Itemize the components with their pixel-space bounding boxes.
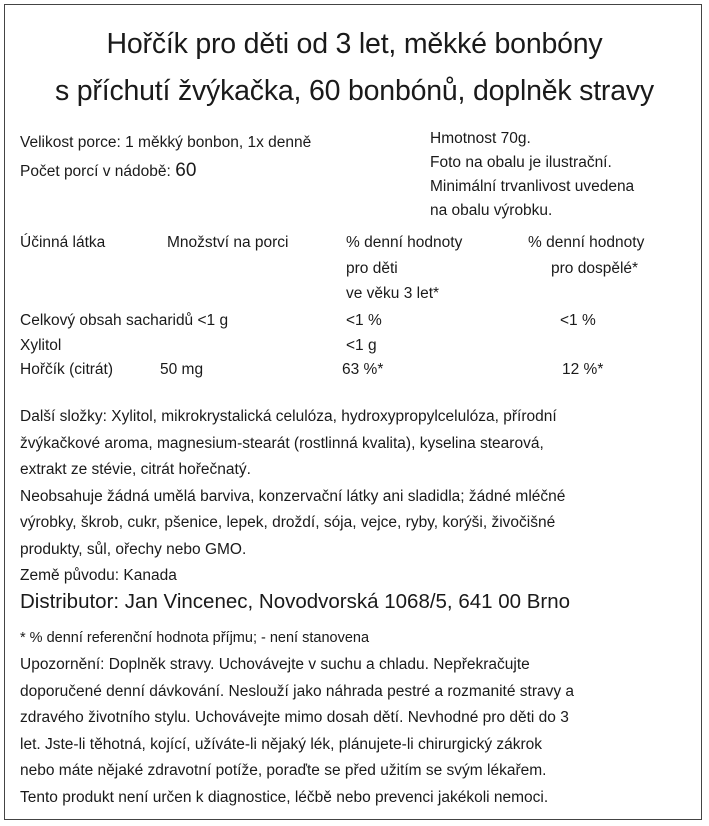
warning-line: doporučené denní dávkování. Neslouží jako náhrada pestré a rozmanité stravy a xyxy=(20,682,575,700)
table-row-adults: 12 %* xyxy=(562,361,604,378)
servings-label: Počet porcí v nádobě: xyxy=(20,163,171,180)
free-from-line: Neobsahuje žádná umělá barviva, konzervační látky ani sladidla; žádné mléčné xyxy=(20,487,566,505)
table-row-name: Xylitol xyxy=(20,337,62,354)
table-row-children: <1 % xyxy=(346,312,382,329)
table-row-amount: 50 mg xyxy=(160,361,204,378)
free-from-line: výrobky, škrob, cukr, pšenice, lepek, droždí, sója, vejce, ryby, korýši, živočišné xyxy=(20,514,556,531)
header-children: % denní hodnoty xyxy=(346,234,463,251)
table-row-children: 63 %* xyxy=(342,361,384,378)
warning-line: Upozornění: Doplněk stravy. Uchovávejte v suchu a chladu. Nepřekračujte xyxy=(20,656,530,673)
other-ingredients-line: žvýkačkové aroma, magnesium-stearát (rostlinná kvalita), kyselina stearová, xyxy=(20,434,544,452)
package-info-line: Minimální trvanlivost uvedena xyxy=(430,178,635,195)
header-children: ve věku 3 let* xyxy=(346,285,440,302)
warning-line: zdravého životního stylu. Uchovávejte mimo dosah dětí. Nevhodné pro děti do 3 xyxy=(20,709,569,726)
ingredients-block xyxy=(20,404,688,590)
distributor: Distributor: Jan Vincenec, Novodvorská 1068/5, 641 00 Brno xyxy=(20,590,571,613)
header-adults: % denní hodnoty xyxy=(528,234,645,251)
table-row-name: Celkový obsah sacharidů <1 g xyxy=(20,312,229,329)
serving-size: Velikost porce: 1 měkký bonbon, 1x denně xyxy=(20,134,312,151)
servings-value: 60 xyxy=(175,160,197,181)
table-row-children: <1 g xyxy=(346,337,377,354)
header-children: pro děti xyxy=(346,260,398,277)
table-row-name: Hořčík (citrát) xyxy=(20,361,113,378)
other-ingredients-line: Další složky: Xylitol, mikrokrystalická celulóza, hydroxypropylcelulóza, přírodní xyxy=(20,408,557,425)
free-from-line: produkty, sůl, ořechy nebo GMO. xyxy=(20,540,247,558)
product-title-line-1: Hořčík pro děti od 3 let, měkké bonbóny xyxy=(106,28,603,60)
country-of-origin: Země původu: Kanada xyxy=(20,567,177,584)
package-info-line: Hmotnost 70g. xyxy=(430,130,531,147)
table-row-adults: <1 % xyxy=(560,312,596,329)
header-adults: pro dospělé* xyxy=(551,260,639,277)
package-info-line: na obalu výrobku. xyxy=(430,202,553,219)
warning-line: Tento produkt není určen k diagnostice, léčbě nebo prevenci jakékoli nemoci. xyxy=(20,788,549,806)
product-title-line-2: s příchutí žvýkačka, 60 bonbónů, doplněk stravy xyxy=(55,75,654,107)
footnote: * % denní referenční hodnota příjmu; - není stanovena xyxy=(20,630,370,646)
warning-line: let. Jste-li těhotná, kojící, užíváte-li nějaký lék, plánujete-li chirurgický zákrok xyxy=(20,735,543,753)
package-info-line: Foto na obalu je ilustrační. xyxy=(430,154,612,171)
warning-block xyxy=(20,652,688,811)
header-amount: Množství na porci xyxy=(167,234,289,251)
other-ingredients-line: extrakt ze stévie, citrát hořečnatý. xyxy=(20,461,251,478)
warning-line: nebo máte nějaké zdravotní potíže, poraďte se před užitím se svým lékařem. xyxy=(20,762,547,779)
header-ingredient: Účinná látka xyxy=(20,234,106,251)
servings-per-container xyxy=(20,160,196,182)
